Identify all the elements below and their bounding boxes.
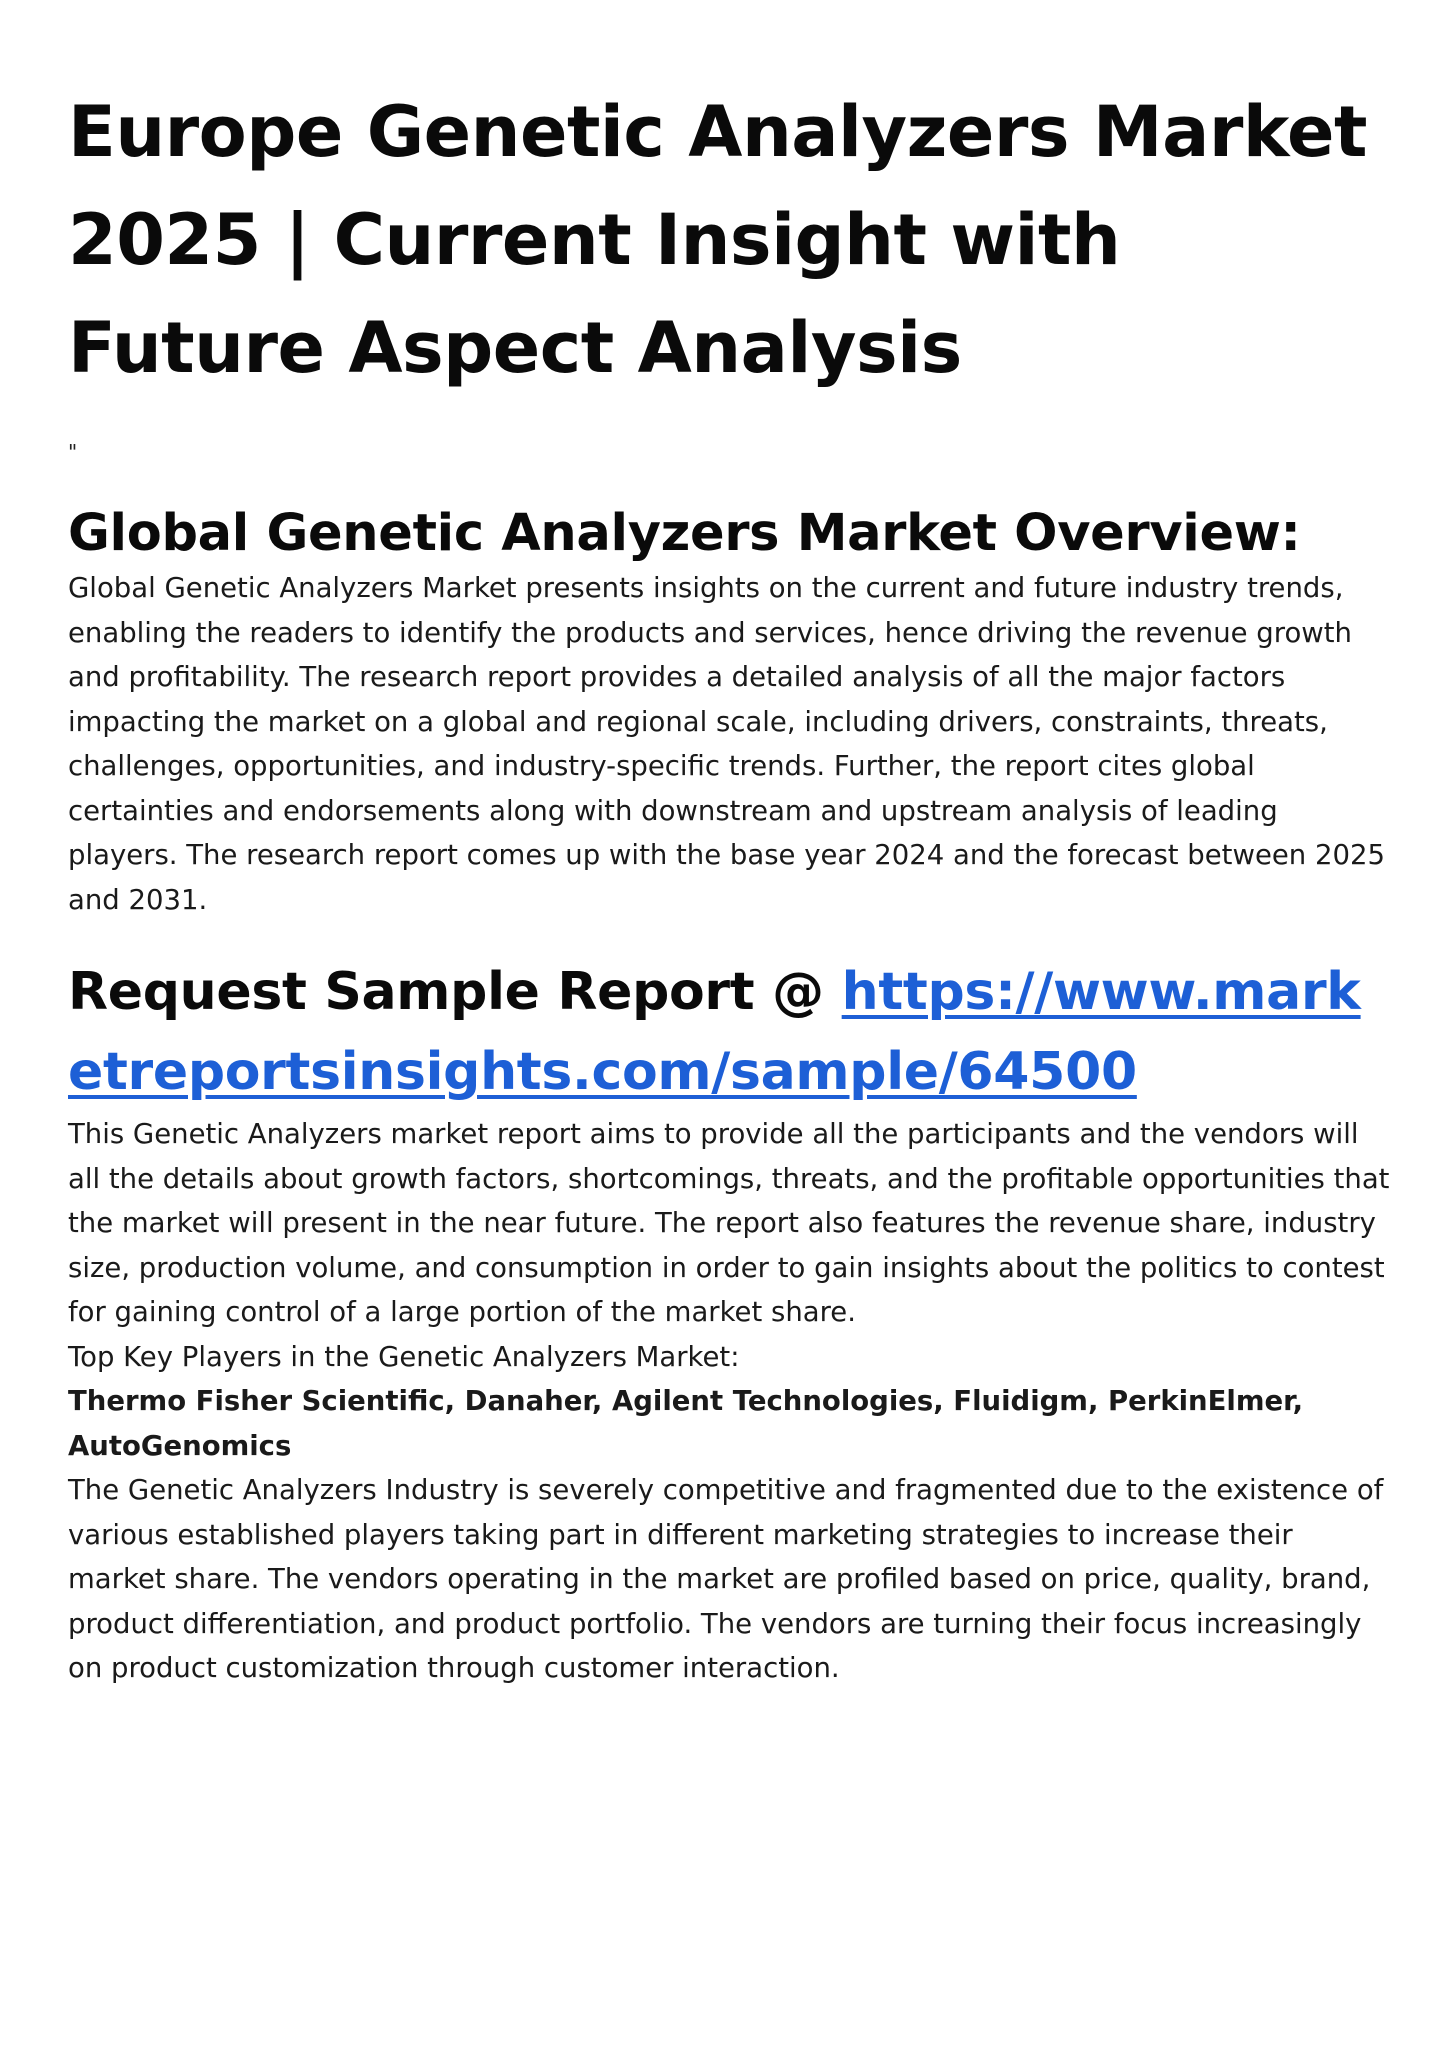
page-title: Europe Genetic Analyzers Market 2025 | Current Insight with Future Aspect Analysis bbox=[68, 91, 1367, 389]
industry-paragraph: The Genetic Analyzers Industry is severely competitive and fragmented due to the existence of various established players taking part in different marketing strategies to increase their market share. The vendors operating in the market are profiled based on price, quality, brand, product differentiation, and product portfolio. The vendors are turning their focus increasingly on product customization through customer interaction. bbox=[68, 1474, 1384, 1684]
key-players-list: Thermo Fisher Scientific, Danaher, Agilent Technologies, Fluidigm, PerkinElmer, AutoGenomics bbox=[68, 1385, 1304, 1462]
request-sample-label: Request Sample Report @ bbox=[68, 962, 824, 1022]
overview-heading: Global Genetic Analyzers Market Overview: bbox=[68, 504, 1301, 563]
stray-quote-mark: " bbox=[68, 440, 78, 464]
sample-report-link[interactable]: https://www.marketreportsinsights.com/sample/64500 bbox=[68, 962, 1361, 1102]
key-players-label: Top Key Players in the Genetic Analyzers Market: bbox=[68, 1340, 740, 1373]
request-sample-heading bbox=[68, 952, 1393, 1112]
document-page bbox=[68, 78, 1393, 1691]
overview-paragraph: Global Genetic Analyzers Market presents insights on the current and future industry trends, enabling the readers to identify the products and services, hence driving the revenue growth and profitability. The research report provides a detailed analysis of all the major factors impacting the market on a global and regional scale, including drivers, constraints, threats, challenges, opportunities, and industry-specific trends. Further, the report cites global certainties and endorsements along with downstream and upstream analysis of leading players. The research report comes up with the base year 2024 and the forecast between 2025 and 2031. bbox=[68, 572, 1385, 916]
report-paragraph: This Genetic Analyzers market report aims to provide all the participants and the vendors will all the details about growth factors, shortcomings, threats, and the profitable opportunities that the market will present in the near future. The report also features the revenue share, industry size, production volume, and consumption in order to gain insights about the politics to contest for gaining control of a large portion of the market share. bbox=[68, 1118, 1390, 1328]
